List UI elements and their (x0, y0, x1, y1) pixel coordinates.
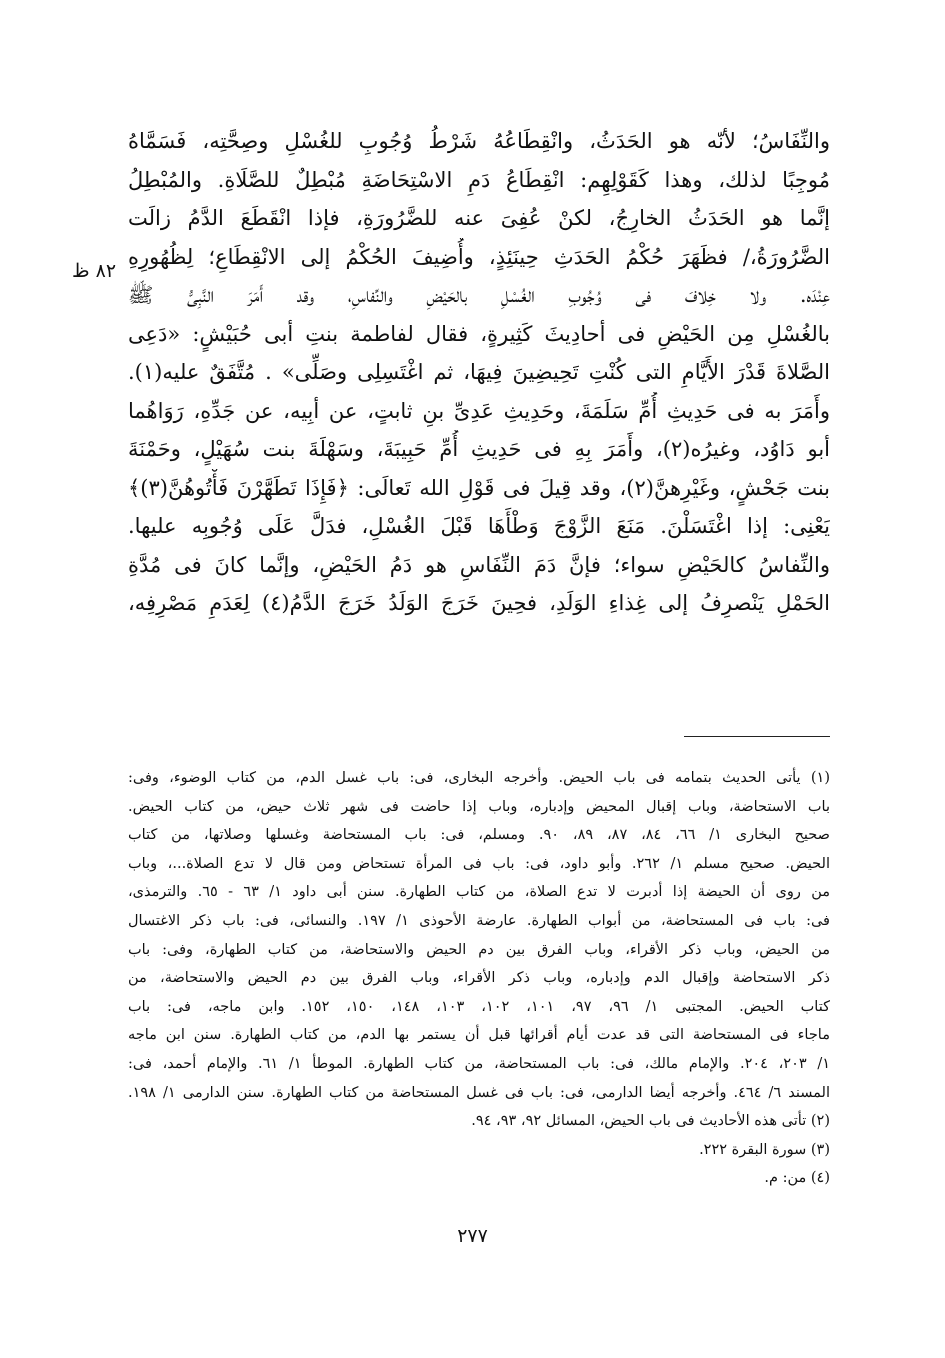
main-text-line: الصَّلاةَ قَدْرَ الأَيَّامِ التى كُنْتِ تَحِيضِينَ فِيهَا، ثم اغْتَسِلِى وصَلِّى» . مُتَّفَقٌ عليه(١). (128, 360, 830, 384)
footnote-line: ماجاء فى المستحاضة التى قد عدت أيام أقرائها قبل أن يستمر بها الدم، من كتاب الطهارة. سنن ابن ماجه (128, 1027, 830, 1044)
footnote-line: ١/ ٢٠٣، ٢٠٤. والإمام مالك، فى: باب المستحاضة، من كتاب الطهارة. الموطأ ١/ ٦١. والإمام أحمد، فى: (128, 1055, 830, 1072)
footnote-line: باب الاستحاضة، وباب إقبال المحيض وإدباره، وباب إذا حاضت فى شهر ثلاث حيض، من كتاب الحيض. (128, 798, 830, 815)
footnote-line: ذكر الاستحاضة وإقبال الدم وإدباره، وباب ذكر الأقراء، وباب الفرق بين دم الحيض والاستحاضة، من (128, 970, 830, 987)
main-text-line: الحَمْلِ يَنْصرِفُ إلى غِذاءِ الوَلَدِ، فحِينَ خَرَجَ الوَلَدُ خَرَجَ الدَّمُ(٤) لِعَدَمِ مَصْرِفِه، (128, 591, 830, 615)
main-text-line: بالغُسْلِ مِن الحَيْضِ فى أحادِيثَ كَثِيرةٍ، فقال لفاطمة بنتِ أبى حُبَيْشٍ: «دَعِى (128, 321, 830, 346)
main-text-block (128, 122, 830, 623)
footnote-line: من روى أن الحيضة إذا أدبرت لا تدع الصلاة، من كتاب الطهارة. سنن أبى داود ١/ ٦٣ - ٦٥. والترمذى، (128, 884, 830, 901)
footnote-line: (٤) من: م. (764, 1170, 830, 1187)
main-text-line: بنت جَحْشٍ، وغَيْرِهنَّ(٢)، وقد قِيلَ فى قَوْلِ الله تَعالَى: ﴿فَإِذَا تَطَهَّرْنَ فَأْتُوهُنَّ(٣)﴾ (128, 475, 830, 500)
page-number: ٢٧٧ (457, 1225, 488, 1247)
main-text-line: وأَمَرَ به فى حَدِيثِ أُمِّ سَلَمَةَ، وحَدِيثِ عَدِىِّ بنِ ثابتٍ، عن أبِيه، عن جَدِّهِ، رَوَاهُما (128, 398, 830, 423)
main-text-line: يَعْنِى: إذا اغْتَسَلْنَ. مَنَعَ الزَّوْجَ وَطْأَهَا قَبْلَ الغُسْلِ، فدَلَّ عَلَى وُجُوبِه عليها. (128, 514, 830, 538)
footnote-line: فى: باب فى المستحاضة، من أبواب الطهارة. عارضة الأحوذى ١/ ١٩٧. والنسائى، فى: باب ذكر الاغتسال (128, 912, 830, 929)
main-text-line: الضَّرُورَةُ،/ فظَهَرَ حُكْمُ الحَدَثِ حِينَئِذٍ، وأُضِيفَ الحُكْمُ إلى الانْقِطَاعِ؛ لِظُهُورِهِ (128, 244, 830, 269)
footnote-line: المسند ٦/ ٤٦٤. وأخرجه أيضا الدارمى، فى: باب فى غسل المستحاضة من كتاب الطهارة. سنن الدارمى ١/ ١٩٨. (128, 1084, 830, 1101)
main-text-line: والنِّفَاسُ؛ لأنّه هو الحَدَثُ، وانْقِطَاعُهُ شَرْطُ وُجُوبِ للغُسْلِ وصِحَّتِه، فَسَمَّاهُ (128, 129, 830, 153)
main-text-line: والنِّفاسُ كالحَيْضِ سواء؛ فإنَّ دَمَ النِّفَاسِ هو دَمُ الحَيْضِ، وإنَّما كانَ فى مُدَّةِ (128, 552, 830, 577)
footnote-line: (٢) تأتى هذه الأحاديث فى باب الحيض، المسائل ٩٢، ٩٣، ٩٤. (471, 1113, 830, 1130)
main-text-line: أبو دَاوُد، وغيرُه(٢)، وأَمَرَ بِهِ فى حَدِيثِ أُمِّ حَبِيبَةَ، وسَهْلَةَ بنت سُهَيْلٍ، وحَمْنَةَ (128, 437, 830, 461)
main-text-line: عِنْدَه. ولا خِلافَ فى وُجُوبِ الغُسْلِ بالحَيْضِ والنِّفاسِ، وقد أَمَرَ النَّبِىُّ ﷺ (128, 283, 830, 307)
footnote-line: (١) يأتى الحديث بتمامه فى باب الحيض. وأخرجه البخارى، فى: باب غسل الدم، من كتاب الوضوء، وفى: (128, 770, 830, 786)
footnotes-block (128, 764, 830, 1193)
footnote-line: صحيح البخارى ١/ ٦٦، ٨٤، ٨٧، ٨٩، ٩٠. ومسلم، فى: باب المستحاضة وغسلها وصلاتها، من كتاب (128, 827, 830, 844)
footnote-line: الحيض. صحيح مسلم ١/ ٢٦٢. وأبو داود، فى: باب فى المرأة تستحاض ومن قال لا تدع الصلاة...، وباب (128, 855, 830, 872)
main-text-line: مُوجِبًا لذلك، وهذا كَقَوْلِهِم: انْقِطَاعُ دَمِ الاسْتِحَاضَةِ مُبْطِلٌ للصَّلَاةِ. والمُبْطِلُ (128, 167, 830, 192)
footnote-line: كتاب الحيض. المجتبى ١/ ٩٦، ٩٧، ١٠١، ١٠٢، ١٠٣، ١٤٨، ١٥٠، ١٥٢. وابن ماجه، فى: باب (128, 998, 830, 1015)
manuscript-folio-reference: ٨٢ ظ (72, 260, 117, 282)
footnote-line: من الحيض، وباب ذكر الأقراء، وباب الفرق بين دم الحيض والاستحاضة، من كتاب الطهارة، وفى: باب (128, 941, 830, 958)
footnote-line: (٣) سورة البقرة ٢٢٢. (699, 1141, 830, 1158)
footnote-separator (684, 736, 830, 737)
main-text-line: إنَّما هو الحَدَثُ الخارِجُ، لكنْ عُفِىَ عنه للضَّرُورَةِ، فإذا انْقَطَعَ الدَّمُ زالَت (128, 206, 830, 230)
